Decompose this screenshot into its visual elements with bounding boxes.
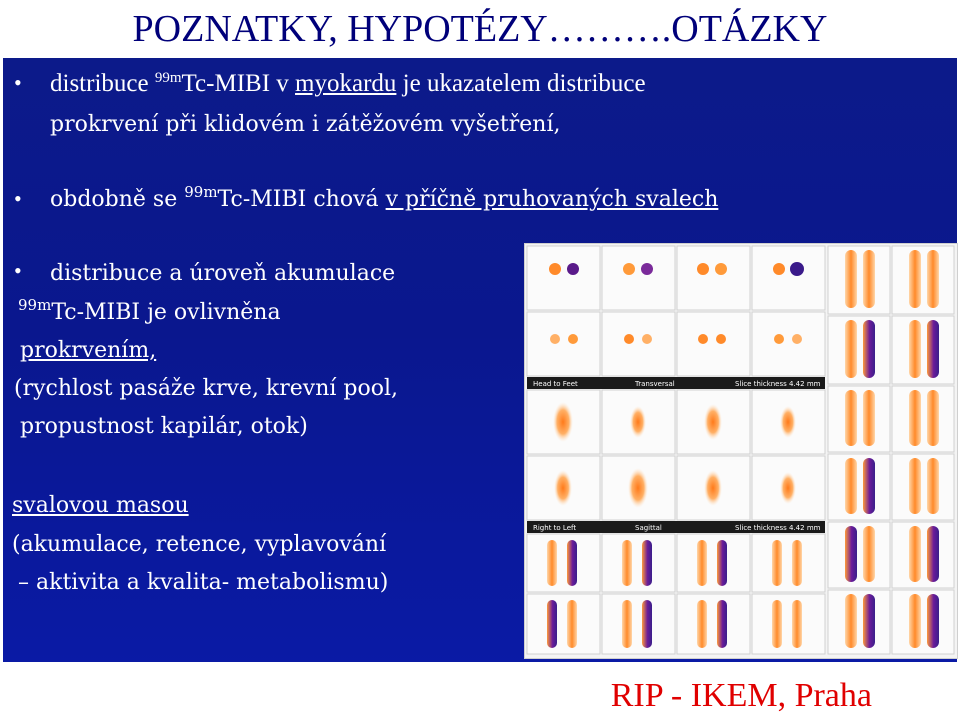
scan-svg (525, 244, 957, 658)
block4-line1[interactable]: svalovou masou (12, 493, 189, 518)
scan-label: Slice thickness 4.42 mm (735, 524, 821, 532)
text-segment: obdobně se (50, 187, 185, 212)
footer-institution: RIP - IKEM, Praha (610, 677, 872, 714)
slide-title: POZNATKY, HYPOTÉZY……….OTÁZKY (132, 8, 828, 50)
text-segment: distribuce (50, 70, 155, 97)
isotope-superscript: 99m (18, 296, 52, 314)
bullet3-line1: distribuce a úroveň akumulace (50, 261, 396, 286)
bullet3-line3[interactable]: prokrvením, (20, 338, 157, 363)
text-segment: Tc-MIBI je ovlivněna (51, 300, 281, 325)
scan-label: Head to Feet (533, 380, 578, 388)
spect-scan-image (524, 243, 958, 659)
text-segment: Tc-MIBI chová (217, 187, 386, 212)
bullet3-line5: propustnost kapilár, otok) (20, 414, 308, 439)
bullet1-line2: prokrvení při klidovém i zátěžovém vyšetření, (50, 112, 561, 137)
bullet3-line2 (18, 297, 281, 329)
scan-label: Sagittal (635, 524, 662, 532)
scan-grid-left (527, 246, 825, 654)
scan-label: Slice thickness 4.42 mm (735, 380, 821, 388)
scan-label: Transversal (635, 380, 675, 388)
scan-label: Right to Left (533, 524, 577, 532)
bullet-dot: • (14, 258, 22, 283)
isotope-superscript: 99m (154, 70, 182, 86)
block4-line2: (akumulace, retence, vyplavování (12, 532, 387, 557)
bullet2-line (50, 184, 718, 216)
bullet-dot: • (14, 70, 22, 95)
text-segment: Tc-MIBI v (181, 70, 296, 97)
myokard-link[interactable]: myokardu (295, 70, 397, 97)
isotope-superscript: 99m (184, 183, 218, 201)
text-segment: je ukazatelem distribuce (396, 70, 646, 97)
block4-line3: – aktivita a kvalita- metabolismu) (18, 570, 389, 595)
bullet3-line4: (rychlost pasáže krve, krevní pool, (14, 376, 399, 401)
bullet1-line1 (50, 68, 646, 100)
bullet-dot: • (14, 186, 22, 211)
svaly-link[interactable]: v příčně pruhovaných svalech (385, 187, 719, 212)
